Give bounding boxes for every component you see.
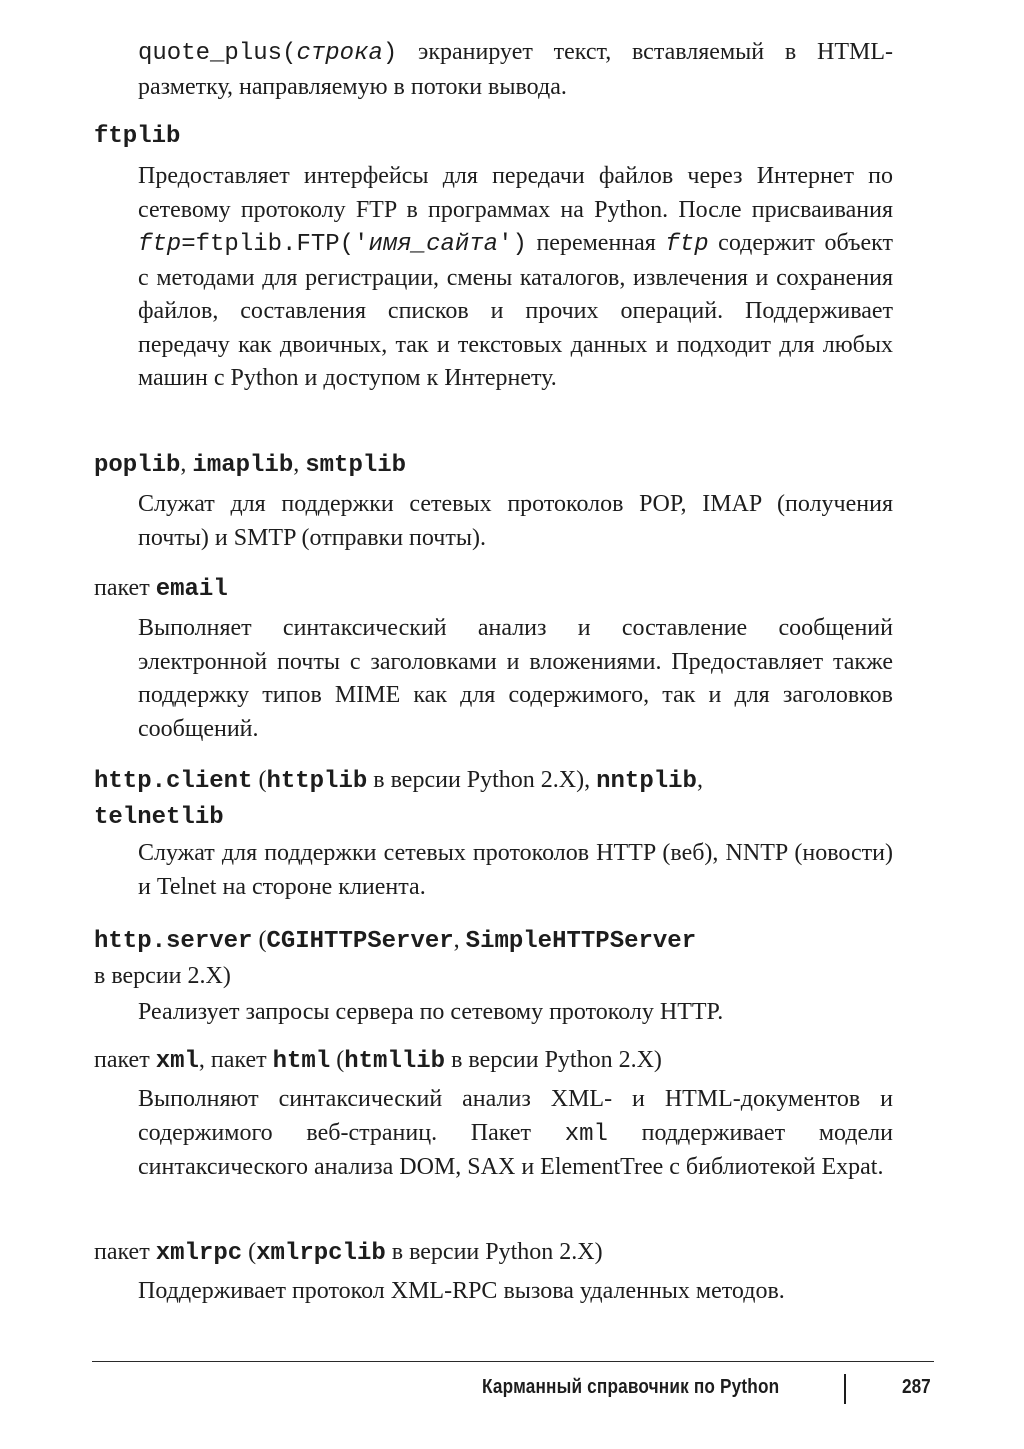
email-description <box>138 612 893 746</box>
xml-html-heading <box>94 1045 894 1077</box>
http-server-heading <box>94 923 894 993</box>
module-name: ftplib <box>94 123 181 150</box>
mail-protocols-heading <box>94 449 894 481</box>
mail-protocols-description <box>138 488 893 555</box>
module-name: xmlrpclib <box>256 1240 386 1267</box>
module-name: imaplib <box>192 452 294 479</box>
description-text: переменная <box>526 230 666 256</box>
separator: ( <box>252 767 267 793</box>
code-inline: =ftplib.FTP(' <box>181 231 369 258</box>
heading-text: в версии 2.X) <box>94 963 231 989</box>
page-number: 287 <box>902 1376 931 1398</box>
intro-paragraph <box>138 36 893 104</box>
heading-text: в версии Python 2.X), <box>367 767 597 793</box>
code-var: ftp <box>138 231 182 258</box>
separator: , <box>453 927 466 953</box>
ftplib-description <box>138 160 893 396</box>
separator: , <box>696 767 703 793</box>
separator: , <box>180 451 193 477</box>
module-name: htmllib <box>344 1048 446 1075</box>
xmlrpc-heading <box>94 1237 894 1269</box>
xmlrpc-description <box>138 1275 893 1309</box>
ftplib-heading <box>94 120 894 152</box>
code-inline: ) <box>382 40 398 67</box>
description-text: Реализует запросы сервера по сетевому протоколу HTTP. <box>138 999 724 1025</box>
code-inline: quote_plus( <box>138 40 297 67</box>
description-text: Служат для поддержки сетевых протоколов POP, IMAP (получения почты) и SMTP (отправки почты). <box>138 491 893 551</box>
description-text: Выполняет синтаксический анализ и составление сообщений электронной почты с заголовками и вложениями. Предоставляет также поддержку типов MIME как для содержимого, так и для заголовков сообщений. <box>138 615 893 742</box>
module-name: CGIHTTPServer <box>266 928 454 955</box>
module-name: smtplib <box>305 452 407 479</box>
separator: ( <box>252 927 267 953</box>
heading-text: в версии Python 2.X) <box>385 1239 603 1265</box>
email-heading <box>94 573 894 605</box>
module-name: poplib <box>94 452 181 479</box>
description-text: поддерживает модели синтаксического анализа DOM, SAX и ElementTree с библиотекой Expat. <box>138 1119 893 1180</box>
separator: ( <box>242 1239 257 1265</box>
package-label: пакет <box>94 1047 156 1073</box>
heading-text: в версии Python 2.X) <box>445 1047 662 1073</box>
footer-rule <box>92 1361 934 1362</box>
running-footer-title: Карманный справочник по Python <box>482 1376 780 1398</box>
description-text: Поддерживает протокол XML-RPC вызова удаленных методов. <box>138 1278 785 1304</box>
code-arg: строка <box>296 40 383 67</box>
module-name: nntplib <box>596 768 697 795</box>
http-server-description <box>138 996 893 1030</box>
module-name: xml <box>155 1048 199 1075</box>
http-client-description <box>138 837 893 904</box>
separator: ( <box>330 1047 345 1073</box>
description-text: Выполняют синтаксический анализ XML- и HTML-документов и содержимого веб-страниц. Пакет <box>138 1086 893 1146</box>
module-name: telnetlib <box>94 804 224 831</box>
package-label: , пакет <box>198 1047 273 1073</box>
code-inline: xml <box>564 1120 608 1148</box>
module-name: http.client <box>94 768 253 795</box>
module-name: SimpleHTTPServer <box>465 928 697 955</box>
footer-divider <box>844 1374 846 1404</box>
module-name: http.server <box>94 928 253 955</box>
code-inline: ') <box>498 231 527 258</box>
description-text: Предоставляет интерфейсы для передачи файлов через Интернет по сетевому протоколу FTP в программах на Python. После присваивания <box>138 163 893 223</box>
intro-text: экранирует текст, вставляемый в HTML-разметку, направляемую в потоки вывода. <box>138 39 893 100</box>
separator: , <box>293 451 306 477</box>
module-name: xmlrpc <box>155 1240 243 1267</box>
xml-html-description <box>138 1083 893 1185</box>
module-name: httplib <box>266 768 368 795</box>
module-name: html <box>272 1048 331 1075</box>
code-var: ftp <box>665 231 709 258</box>
description-text: содержит объект с методами для регистрации, смены каталогов, извлечения и сохранения файлов, составления списков и прочих операций. Поддерживает передачу как двоичных, так и текстовых данных и подходит для любых машин с Python и доступом к Интернету. <box>138 230 893 391</box>
package-label: пакет <box>94 1239 156 1265</box>
code-arg: имя_сайта <box>368 231 499 258</box>
description-text: Служат для поддержки сетевых протоколов HTTP (веб), NNTP (новости) и Telnet на стороне клиента. <box>138 840 893 900</box>
module-name: email <box>155 576 228 603</box>
package-label: пакет <box>94 575 156 601</box>
http-client-heading <box>94 763 894 835</box>
